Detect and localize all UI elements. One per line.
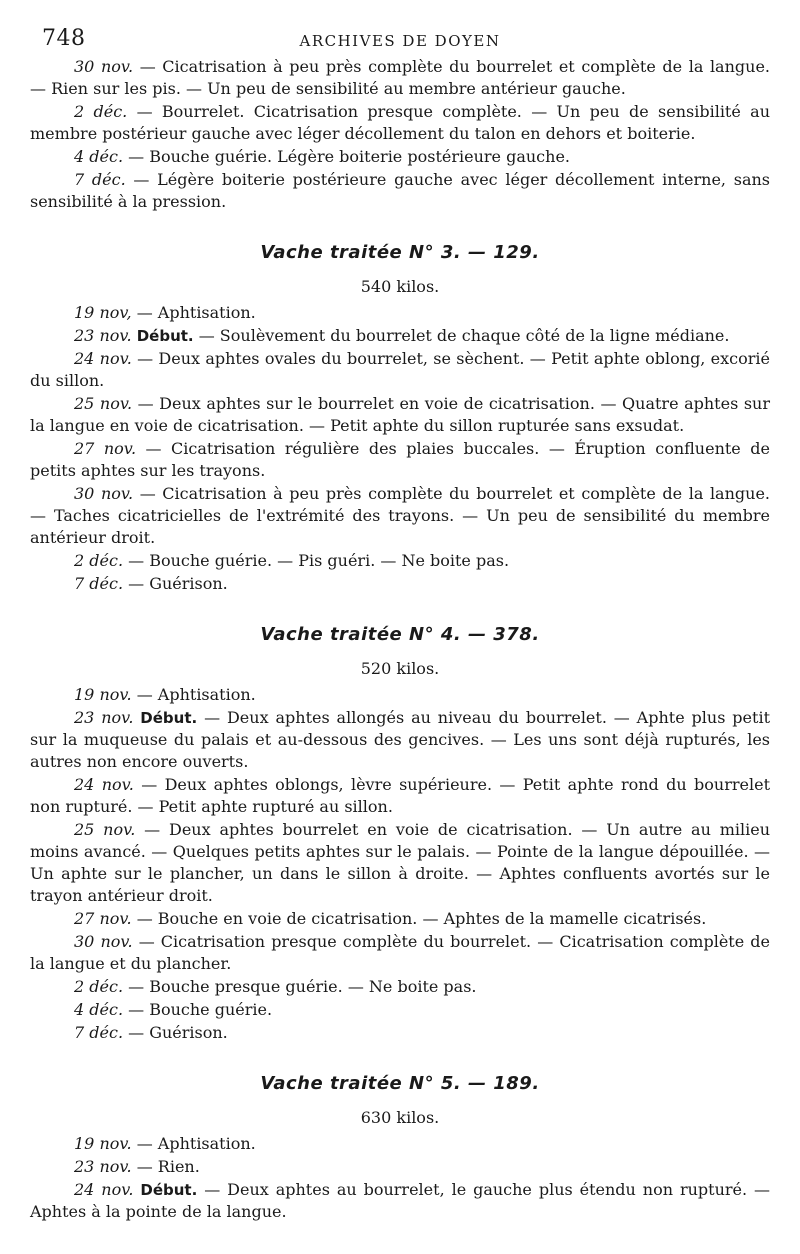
entry-date: 24 nov. (74, 349, 132, 368)
entry-date: 7 déc. (74, 1023, 124, 1042)
entry-paragraph (30, 56, 770, 100)
entry-text: — Deux aphtes ovales du bourrelet, se sèchent. — Petit aphte oblong, excorié du sillon. (30, 349, 771, 390)
entry-paragraph (30, 931, 770, 975)
entry-text: — Soulèvement du bourrelet de chaque côté de la ligne médiane. (193, 326, 730, 345)
entry-paragraph (30, 438, 770, 482)
entry-date: 4 déc. (74, 147, 124, 166)
entry-paragraph (30, 1133, 770, 1155)
entry-text: — Aphtisation. (131, 303, 256, 322)
entry-paragraph (30, 774, 770, 818)
entry-paragraph (30, 1022, 770, 1044)
entry-date: 19 nov, (74, 303, 132, 322)
entry-text: — Bourrelet. Cicatrisation presque complète. — Un peu de sensibilité au membre postérieur gauche avec léger décollement du talon en dehors et boiterie. (30, 102, 770, 143)
entry-date: 25 nov. (74, 820, 136, 839)
entry-text: — Bouche en voie de cicatrisation. — Aphtes de la mamelle cicatrisés. (131, 909, 707, 928)
entry-date: 23 nov. (74, 1157, 132, 1176)
entry-paragraph (30, 1179, 770, 1223)
entry-paragraph (30, 348, 770, 392)
entry-text: — Bouche presque guérie. — Ne boite pas. (123, 977, 477, 996)
entry-date: 23 nov. (74, 326, 132, 345)
entry-text: — Cicatrisation presque complète du bourrelet. — Cicatrisation complète de la langue et du plancher. (30, 932, 771, 973)
case-section-5 (30, 1073, 770, 1223)
debut-label: Début. (140, 1181, 198, 1199)
running-head (30, 22, 770, 56)
entry-date: 2 déc. (74, 102, 128, 121)
entry-paragraph (30, 393, 770, 437)
entry-text: — Cicatrisation à peu près complète du bourrelet et complète de la langue. — Rien sur les pis. — Un peu de sensibilité au membre antérieur gauche. (30, 57, 771, 98)
entry-date: 19 nov. (74, 1134, 132, 1153)
entry-date: 24 nov. (74, 1180, 134, 1199)
entry-paragraph (30, 101, 770, 145)
entry-paragraph (30, 325, 770, 347)
case-section-4 (30, 624, 770, 1044)
entry-paragraph (30, 976, 770, 998)
entry-date: 7 déc. (74, 170, 126, 189)
entry-date: 30 nov. (74, 932, 133, 951)
entry-date: 25 nov. (74, 394, 133, 413)
entry-paragraph (30, 819, 770, 907)
entry-paragraph (30, 908, 770, 930)
entry-text: — Deux aphtes au bourrelet, le gauche plus étendu non rupturé. — Aphtes à la pointe de la langue. (30, 1180, 771, 1221)
entry-text: — Cicatrisation régulière des plaies buccales. — Éruption confluente de petits aphtes sur les trayons. (30, 439, 770, 480)
entry-text: — Aphtisation. (131, 1134, 256, 1153)
entry-paragraph (30, 707, 770, 773)
entry-paragraph (30, 169, 770, 213)
entry-text: — Bouche guérie. (123, 1000, 273, 1019)
entry-date: 24 nov. (74, 775, 134, 794)
entry-paragraph (30, 684, 770, 706)
entry-paragraph (30, 1156, 770, 1178)
entry-text: — Bouche guérie. — Pis guéri. — Ne boite pas. (123, 551, 510, 570)
intro-entries (30, 56, 770, 213)
entry-text: — Deux aphtes allongés au niveau du bourrelet. — Aphte plus petit sur la muqueuse du palais et au-dessous des gencives. — Les uns sont déjà rupturés, les autres non encore ouverts. (30, 708, 770, 771)
entry-date: 2 déc. (74, 977, 124, 996)
entry-text: — Cicatrisation à peu près complète du bourrelet et complète de la langue. — Taches cicatricielles de l'extrémité des trayons. — Un peu de sensibilité du membre antérieur droit. (30, 484, 771, 547)
entry-text: — Aphtisation. (131, 685, 256, 704)
debut-label: Début. (140, 709, 198, 727)
section-weight: 520 kilos. (360, 659, 440, 678)
section-title: Vache traitée N° 3. — 129. (260, 242, 540, 263)
entry-date: 7 déc. (74, 574, 124, 593)
entry-paragraph (30, 573, 770, 595)
entry-text: — Deux aphtes bourrelet en voie de cicatrisation. — Un autre au milieu moins avancé. — Quelques petits aphtes sur le palais. — Pointe de la langue dépouillée. — Un aphte sur le plancher, un dans le sillon à droite. — Aphtes confluents avortés sur le trayon antérieur droit. (30, 820, 771, 905)
section-title: Vache traitée N° 5. — 189. (260, 1073, 540, 1094)
section-weight: 630 kilos. (360, 1108, 440, 1127)
entry-date: 2 déc. (74, 551, 124, 570)
entry-text: — Rien. (131, 1157, 200, 1176)
section-weight: 540 kilos. (360, 277, 440, 296)
running-title: ARCHIVES DE DOYEN (299, 32, 501, 50)
entry-text: — Bouche guérie. Légère boiterie postérieure gauche. (123, 147, 570, 166)
entry-paragraph (30, 999, 770, 1021)
section-title: Vache traitée N° 4. — 378. (260, 624, 540, 645)
entry-date: 23 nov. (74, 708, 134, 727)
entry-paragraph (30, 302, 770, 324)
entry-text: — Deux aphtes oblongs, lèvre supérieure. — Petit aphte rond du bourrelet non rupturé. — Petit aphte rupturé au sillon. (30, 775, 771, 816)
entry-date: 27 nov. (74, 439, 137, 458)
page-number: 748 (42, 26, 86, 51)
entry-text: — Deux aphtes sur le bourrelet en voie de cicatrisation. — Quatre aphtes sur la langue en voie de cicatrisation. — Petit aphte du sillon rupturée sans exsudat. (30, 394, 771, 435)
entry-paragraph (30, 550, 770, 572)
entry-text: — Guérison. (123, 1023, 228, 1042)
case-section-3 (30, 242, 770, 595)
debut-label: Début. (136, 327, 194, 345)
entry-paragraph (30, 483, 770, 549)
entry-paragraph (30, 146, 770, 168)
entry-date: 4 déc. (74, 1000, 124, 1019)
entry-text: — Légère boiterie postérieure gauche avec léger décollement interne, sans sensibilité à la pression. (30, 170, 771, 211)
entry-text: — Guérison. (123, 574, 228, 593)
entry-date: 19 nov. (74, 685, 132, 704)
entry-date: 30 nov. (74, 484, 134, 503)
entry-date: 30 nov. (74, 57, 134, 76)
entry-date: 27 nov. (74, 909, 132, 928)
